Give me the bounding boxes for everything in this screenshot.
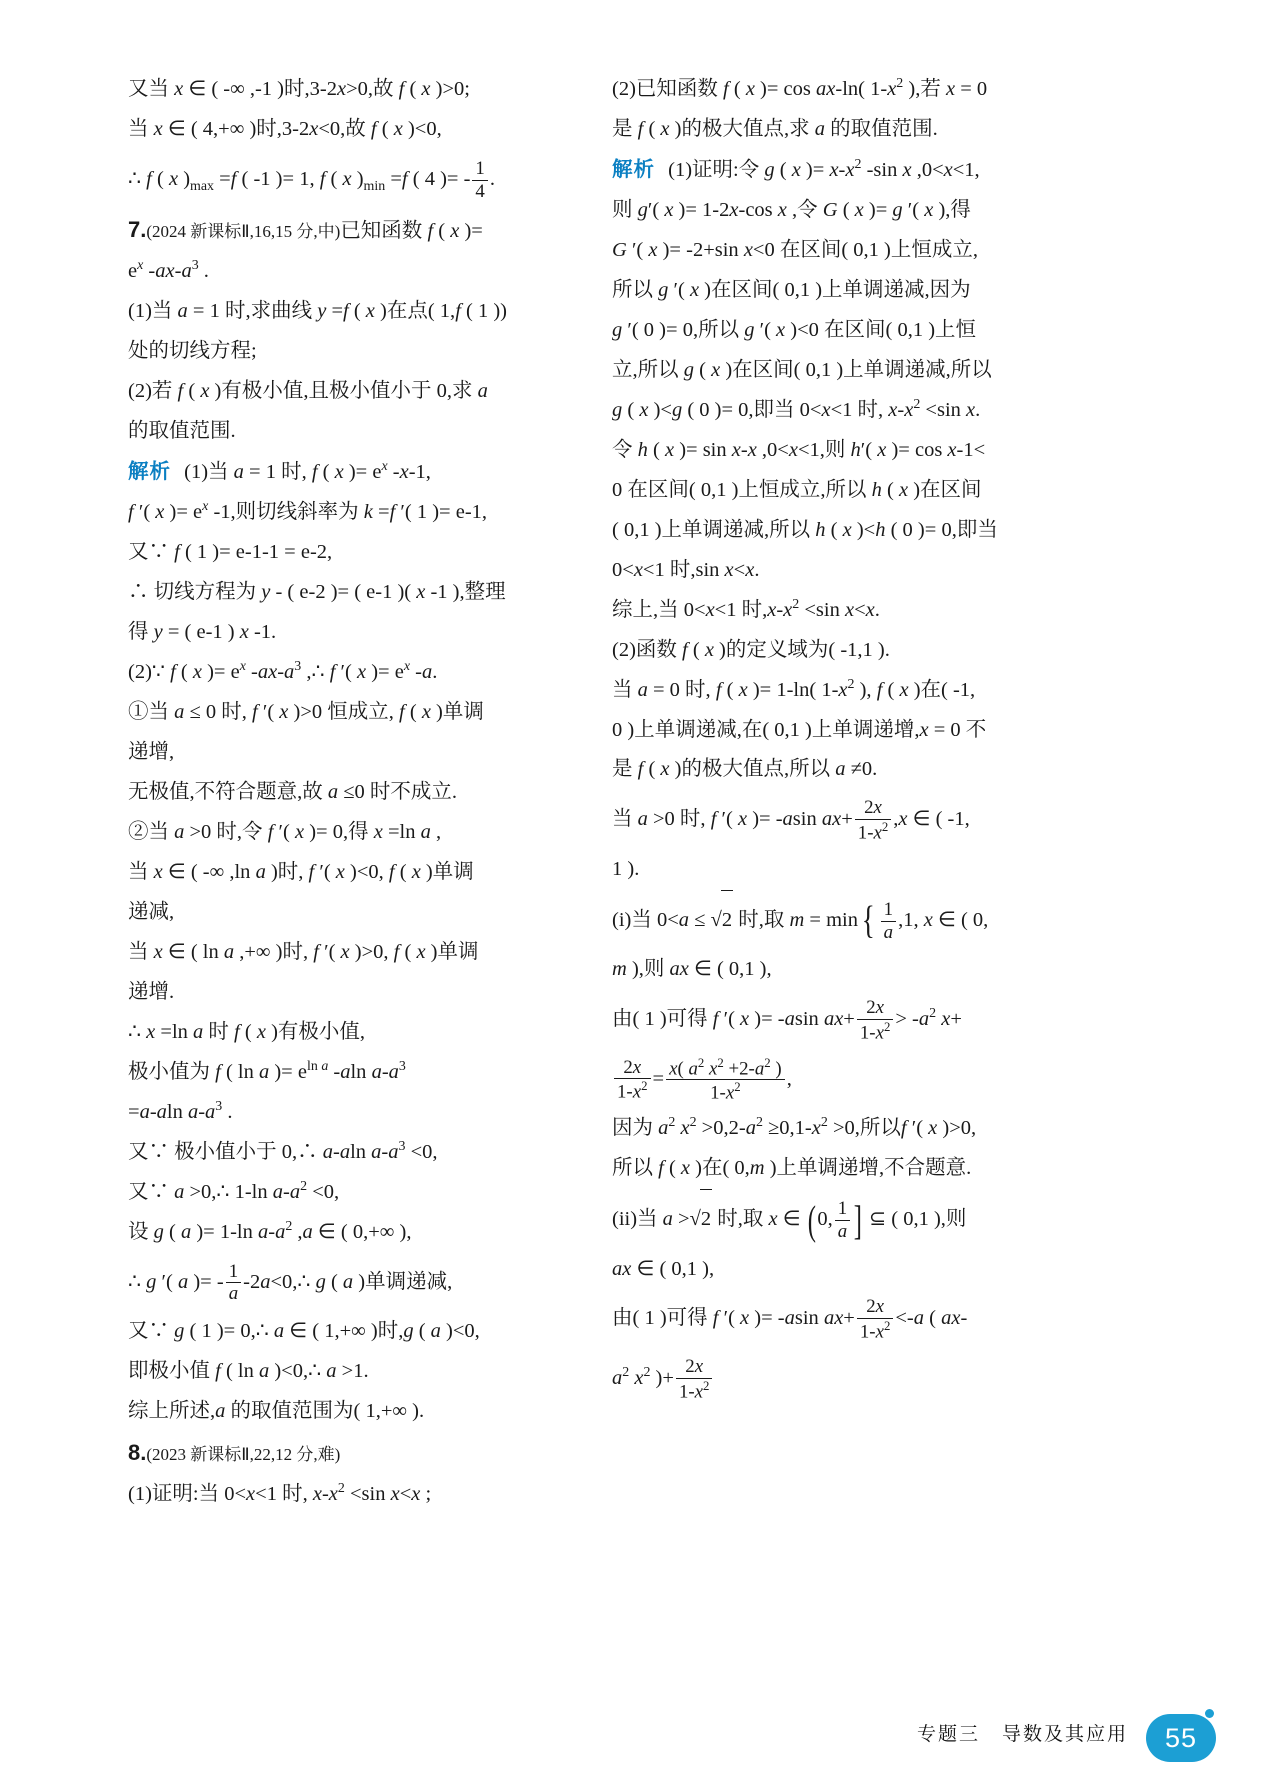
- text-line: G ′( x )= -2+sin x<0 在区间( 0,1 )上恒成立,: [612, 238, 979, 261]
- text-line: 1 ).: [612, 857, 640, 880]
- text-line: 0 )上单调递减,在( 0,1 )上单调递增,x = 0 不: [612, 718, 987, 741]
- text-line: $a^2$ $x^2$ )+ $\frac{2x}{1-x^2}$: [612, 1349, 1072, 1408]
- text-line: 当 x ∈ ( ln a ,+∞ )时, f ′( x )>0, f ( x )单调: [128, 940, 479, 963]
- left-column: [128, 70, 588, 1515]
- text-line: $e^x$ $-ax-a^3$ .: [128, 258, 209, 283]
- text-line: ∴ g ′( a )= - $\frac{1}{a}$ -2a<0,∴ g ( a )单调递减,: [128, 1260, 453, 1305]
- text-line: 又∵ f ( 1 )= e-1-1 = e-2,: [128, 541, 333, 564]
- text-line: ax ∈ ( 0,1 ),: [612, 1257, 715, 1280]
- text-line: 所以 g ′( x )在区间( 0,1 )上单调递减,因为: [612, 278, 971, 301]
- question-7-heading: 7.(2024 新课标Ⅱ,16,15 分,中)已知函数 f ( x )=: [128, 217, 483, 243]
- text-line: 由( 1 )可得 f ′( x )= -asin ax+ $\frac{2x}{1-x^2}$ > $-a^2$ x+: [612, 997, 962, 1044]
- text-line: 0<x<1 时,sin x<x.: [612, 558, 760, 581]
- text-line: 即极小值 f ( ln a )<0,∴ a >1.: [128, 1359, 369, 1382]
- text-line: ①当 a ≤ 0 时, f ′( x )>0 恒成立, f ( x )单调: [128, 701, 484, 723]
- text-line: (ii)当 a >√2 时,取 x ∈ (0, $\frac{1}{a}$ ] ⊆ ( 0,1 ),则: [612, 1189, 1072, 1249]
- text-line: 是 f ( x )的极大值点,求 a 的取值范围.: [612, 117, 938, 140]
- text-line: 递增,: [128, 740, 175, 763]
- text-line: 又当 x ∈ ( -∞ ,-1 )时,3-2x>0,故 f ( x )>0;: [128, 78, 470, 100]
- text-line: (1)证明:当 0<x<1 时, $x-x^2 <\sin$ x<x ;: [128, 1481, 432, 1505]
- text-line: 处的切线方程;: [128, 340, 257, 363]
- text-line: ( 0,1 )上单调递减,所以 h ( x )<h ( 0 )= 0,即当: [612, 518, 998, 541]
- text-line: 又∵ a >0,∴ 1-ln $a-a^2 <0$,: [128, 1178, 340, 1203]
- footer-title: 导数及其应用: [1001, 1724, 1128, 1745]
- text-line: 综上所述,a 的取值范围为( 1,+∞ ).: [128, 1399, 425, 1422]
- text-line: (i)当 0<a ≤ √2 时,取 m = min{ $\frac{1}{a}$ ,1, x ∈ ( 0,: [612, 890, 1072, 950]
- text-line: 设 g ( a )= 1-ln $a-a^2$ ,a ∈ ( 0,+∞ ),: [128, 1218, 412, 1243]
- text-line: 因为 $a^2$ $x^2 >0,2-a^2 \ge 0,1-x^2 >0$,所以f ′( x )>0,: [612, 1115, 977, 1140]
- text-line: 的取值范围.: [128, 420, 236, 443]
- text-line: 立,所以 g ( x )在区间( 0,1 )上单调递减,所以: [612, 358, 992, 381]
- text-line: (2)已知函数 f ( x )= cos ax-ln( $1-x^2$ ),若 x = 0: [612, 76, 988, 100]
- page-footer: [0, 1710, 1276, 1790]
- text-line: 无极值,不符合题意,故 a ≤0 时不成立.: [128, 780, 458, 803]
- text-line: g ( x )<g ( 0 )= 0,即当 0<x<1 时, $x-x^2 <\sin$ x.: [612, 396, 981, 421]
- text-line: ∴ x =ln a 时 f ( x )有极小值,: [128, 1020, 366, 1043]
- text-line: 综上,当 0<x<1 时$,x-x^2 <\sin$ x<x.: [612, 596, 880, 621]
- text-line: 又∵ g ( 1 )= 0,∴ a ∈ ( 1,+∞ )时,g ( a )<0,: [128, 1320, 480, 1342]
- text-line: $\frac{2x}{1-x^2}$ = $\frac{x( a^2 x^2 +2-a^2 )}{1-x^2}$ ,: [612, 1050, 1072, 1109]
- footer-topic: 专题三: [916, 1724, 980, 1745]
- text-line: 又∵ 极小值小于 0,∴ a-aln $a-a^3 <0$,: [128, 1138, 438, 1163]
- text-line: 由( 1 )可得 f ′( x )= -asin ax+ $\frac{2x}{1-x^2}$ <-a ( ax-: [612, 1296, 968, 1343]
- text-line: =a-aln $a-a^3$ .: [128, 1098, 233, 1123]
- right-column: [612, 70, 1072, 1408]
- text-line: 当 a >0 时, f ′( x )= -asin ax+ $\frac{2x}{1-x^2}$ ,x ∈ ( -1,: [612, 797, 970, 844]
- text-line: 得 y = ( e-1 ) x -1.: [128, 621, 277, 644]
- text-line: (2)函数 f ( x )的定义域为( -1,1 ).: [612, 638, 890, 661]
- text-line: ②当 a >0 时,令 f ′( x )= 0,得 x =ln a ,: [128, 820, 442, 843]
- text-line: (1)当 a = 1 时,求曲线 y =f ( x )在点( 1,f ( 1 )): [128, 300, 507, 323]
- text-line: 所以 f ( x )在( 0,m )上单调递增,不合题意.: [612, 1157, 972, 1180]
- text-line: 当 a = 0 时, f ( x )= 1-ln( $1-x^2$ ), f ( x )在( -1,: [612, 676, 976, 701]
- page-dot: [1205, 1709, 1214, 1718]
- footer-caption: [917, 1719, 1128, 1746]
- question-8-heading: 8.(2023 新课标Ⅱ,22,12 分,难): [128, 1439, 341, 1465]
- text-line: 是 f ( x )的极大值点,所以 a ≠0.: [612, 758, 878, 781]
- text-line: (2)∵ f ( x )= $e^x$ $-ax-a^3$ ,∴ f ′( x )= $e^x$ -a.: [128, 659, 438, 684]
- jiexi-label-2: 解析: [612, 157, 655, 181]
- text-line: m ),则 ax ∈ ( 0,1 ),: [612, 958, 772, 981]
- text-line: 递减,: [128, 900, 175, 923]
- text-line: 递增.: [128, 980, 175, 1003]
- text-line: 当 x ∈ ( -∞ ,ln a )时, f ′( x )<0, f ( x )单调: [128, 860, 474, 883]
- text-line: 令 h ( x )= sin x-x ,0<x<1,则 h′( x )= cos x-1<: [612, 438, 986, 461]
- jiexi-label: 解析: [128, 460, 171, 484]
- solution-label-line: 解析 (1)当 a = 1 时, f ( x )= $e^x$ -x-1,: [128, 452, 588, 493]
- text-line: 当 x ∈ ( 4,+∞ )时,3-2x<0,故 f ( x )<0,: [128, 117, 442, 140]
- page-number: 55: [1146, 1714, 1216, 1762]
- text-line: 0 在区间( 0,1 )上恒成立,所以 h ( x )在区间: [612, 478, 982, 501]
- text-line: 极小值为 f ( ln a )= $e^{ln a}$ -aln $a-a^3$: [128, 1058, 406, 1083]
- text-line: ∴ f ( x )$_{max} =f$ ( -1 )= 1, f ( x )$_{min} =f$ ( 4 )= - $\frac{1}{4}$ .: [128, 158, 495, 202]
- text-line: 则 g′( x )= 1-2x-cos x ,令 G ( x )= g ′( x ),得: [612, 198, 971, 221]
- text-line: ∴ 切线方程为 y - ( e-2 )= ( e-1 )( x -1 ),整理: [128, 581, 506, 604]
- text-line: f ′( x )= $e^x$ -1,则切线斜率为 k =f ′( 1 )= e-1,: [128, 499, 488, 524]
- text-line: g ′( 0 )= 0,所以 g ′( x )<0 在区间( 0,1 )上恒: [612, 318, 977, 341]
- solution-label-line: 解析 (1)证明:令 g ( x )= $x-x^2$ -sin x ,0<x<1,: [612, 150, 1072, 191]
- text-line: (2)若 f ( x )有极小值,且极小值小于 0,求 a: [128, 380, 488, 403]
